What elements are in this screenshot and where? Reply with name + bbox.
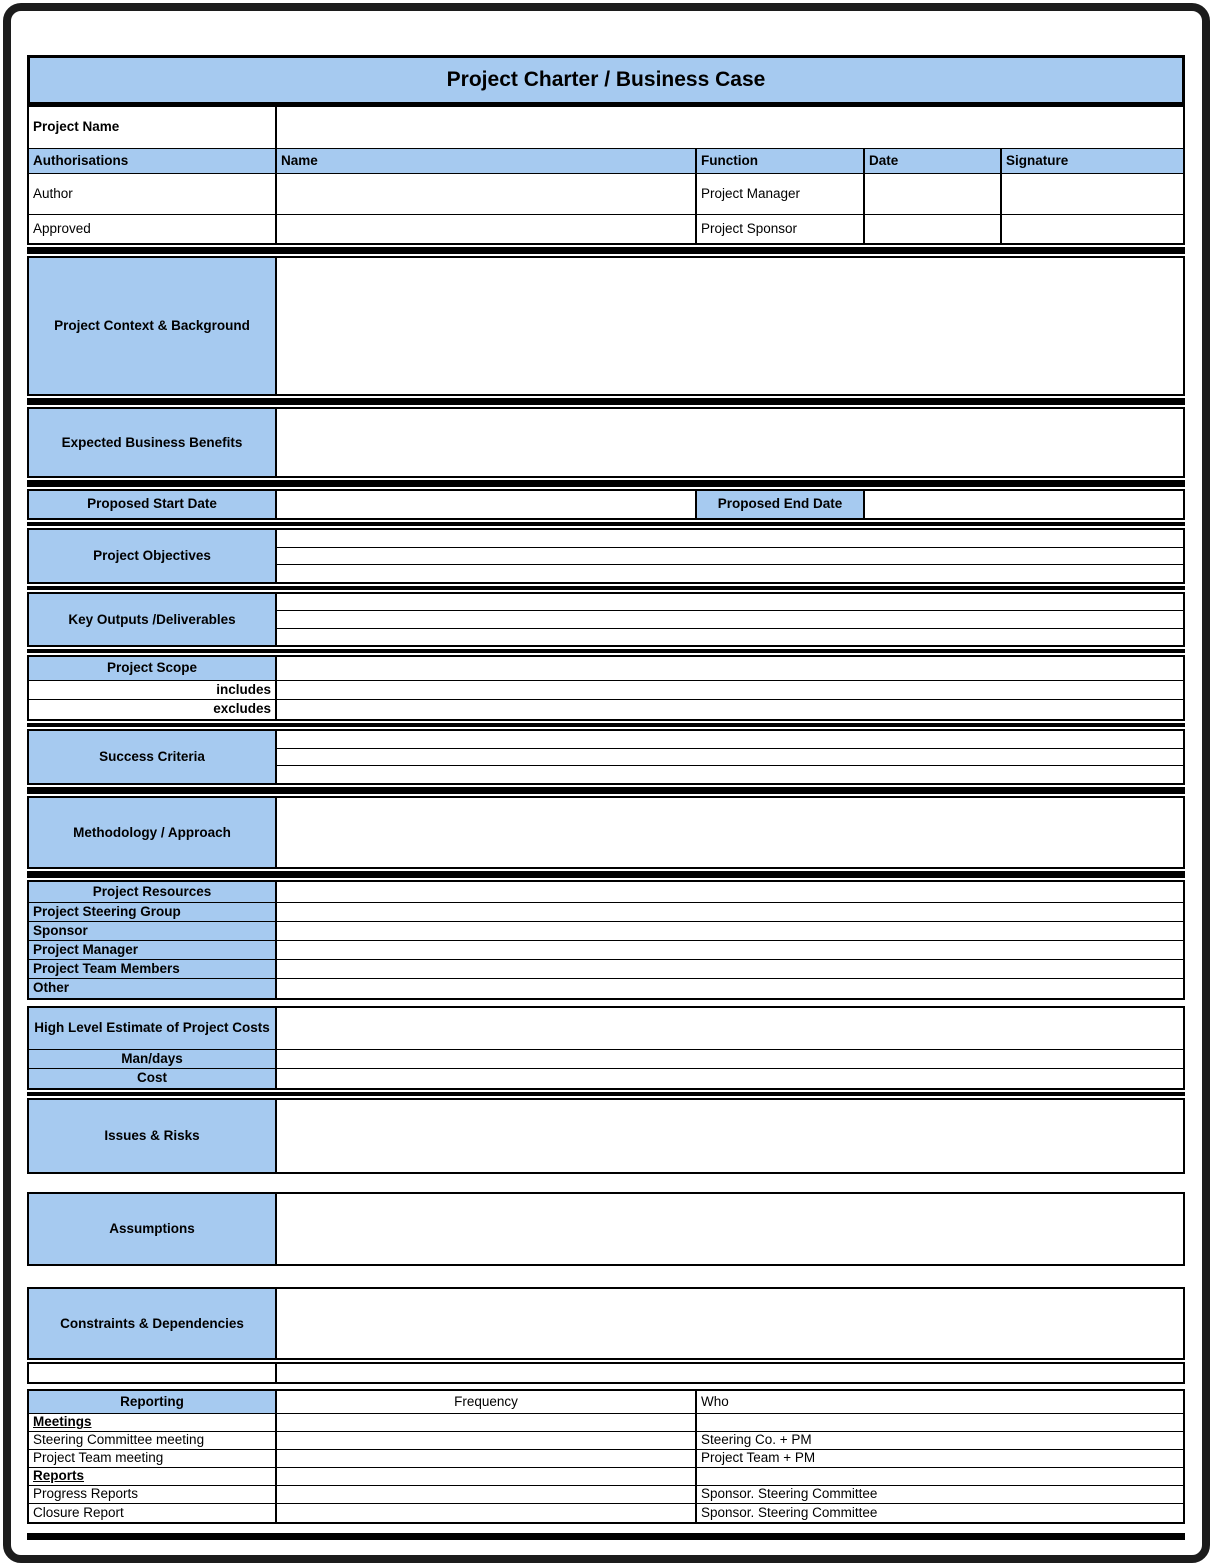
frequency-field[interactable] xyxy=(277,1432,697,1449)
section-assumptions xyxy=(27,1192,1185,1266)
success-rows xyxy=(277,731,1183,783)
objectives-row-field[interactable] xyxy=(277,565,1183,582)
document-body xyxy=(27,55,1185,1540)
bottom-border-bar xyxy=(27,1533,1185,1540)
constraints-field[interactable] xyxy=(277,1289,1183,1358)
section-methodology xyxy=(27,796,1185,869)
costs-title: High Level Estimate of Project Costs xyxy=(29,1008,277,1049)
section-divider xyxy=(27,586,1185,590)
frequency-field[interactable] xyxy=(277,1486,697,1503)
approved-role-label: Approved xyxy=(29,215,277,243)
outputs-row-field[interactable] xyxy=(277,594,1183,611)
empty-row xyxy=(29,1364,1183,1382)
resources-row xyxy=(29,941,1183,960)
resources-row xyxy=(29,903,1183,922)
resources-row xyxy=(29,960,1183,979)
success-row-field[interactable] xyxy=(277,731,1183,749)
approved-date-field[interactable] xyxy=(865,215,1002,243)
scope-title-row xyxy=(29,657,1183,681)
empty-cell xyxy=(697,1414,1183,1431)
section-divider xyxy=(27,723,1185,727)
steering-group-label: Project Steering Group xyxy=(29,903,277,921)
objectives-label: Project Objectives xyxy=(29,530,277,582)
costs-title-field[interactable] xyxy=(277,1008,1183,1049)
context-field[interactable] xyxy=(277,258,1183,394)
success-row-field[interactable] xyxy=(277,766,1183,783)
section-success xyxy=(27,729,1185,785)
costs-row xyxy=(29,1069,1183,1088)
success-label: Success Criteria xyxy=(29,731,277,783)
reporting-item: Steering Committee meeting xyxy=(29,1432,277,1449)
scope-field[interactable] xyxy=(277,657,1183,680)
start-date-field[interactable] xyxy=(277,491,697,518)
team-members-field[interactable] xyxy=(277,960,1183,978)
reports-group-row xyxy=(29,1468,1183,1486)
objectives-rows xyxy=(277,530,1183,582)
meetings-label: Meetings xyxy=(29,1414,277,1431)
reporting-item: Project Team meeting xyxy=(29,1450,277,1467)
section-objectives xyxy=(27,528,1185,584)
reporting-item: Progress Reports xyxy=(29,1486,277,1503)
costs-title-row xyxy=(29,1008,1183,1050)
section-gap xyxy=(27,1174,1185,1192)
function-header: Function xyxy=(697,149,865,173)
man-days-field[interactable] xyxy=(277,1050,1183,1068)
constraints-label: Constraints & Dependencies xyxy=(29,1289,277,1358)
project-manager-field[interactable] xyxy=(277,941,1183,959)
approved-function: Project Sponsor xyxy=(697,215,865,243)
section-divider xyxy=(27,1092,1185,1096)
reporting-who: Sponsor. Steering Committee xyxy=(701,1504,878,1520)
signature-header: Signature xyxy=(1006,152,1069,168)
other-label: Other xyxy=(29,979,277,998)
reporting-who: Steering Co. + PM xyxy=(701,1432,812,1448)
costs-row xyxy=(29,1050,1183,1069)
reporting-who: Project Team + PM xyxy=(701,1450,816,1466)
objectives-row-field[interactable] xyxy=(277,548,1183,566)
author-name-field[interactable] xyxy=(277,174,697,214)
empty-cell xyxy=(697,1468,1183,1485)
author-function: Project Manager xyxy=(697,174,865,214)
frequency-field[interactable] xyxy=(277,1450,697,1467)
approved-signature-field[interactable] xyxy=(1002,215,1183,243)
scope-excludes-field[interactable] xyxy=(277,700,1183,719)
assumptions-label: Assumptions xyxy=(29,1194,277,1264)
section-resources xyxy=(27,880,1185,1000)
approved-row xyxy=(29,215,1183,243)
project-name-label: Project Name xyxy=(29,107,277,148)
author-role-label: Author xyxy=(29,174,277,214)
assumptions-field[interactable] xyxy=(277,1194,1183,1264)
authorisations-header: Authorisations xyxy=(29,149,277,173)
cost-label: Cost xyxy=(29,1069,277,1088)
man-days-label: Man/days xyxy=(29,1050,277,1068)
project-name-field[interactable] xyxy=(277,107,1183,148)
scope-includes-field[interactable] xyxy=(277,681,1183,699)
team-members-label: Project Team Members xyxy=(29,960,277,978)
scope-label: Project Scope xyxy=(29,657,277,680)
methodology-field[interactable] xyxy=(277,798,1183,867)
section-reporting xyxy=(27,1389,1185,1524)
section-divider xyxy=(27,480,1185,487)
cost-field[interactable] xyxy=(277,1069,1183,1088)
spacer-row xyxy=(27,1362,1185,1384)
section-scope xyxy=(27,655,1185,721)
author-date-field[interactable] xyxy=(865,174,1002,214)
section-issues xyxy=(27,1098,1185,1174)
authorisations-table xyxy=(27,105,1185,245)
outputs-row-field[interactable] xyxy=(277,611,1183,628)
section-divider xyxy=(27,398,1185,405)
section-constraints xyxy=(27,1287,1185,1360)
section-costs xyxy=(27,1006,1185,1090)
sponsor-label: Sponsor xyxy=(29,922,277,940)
page-title: Project Charter / Business Case xyxy=(27,55,1185,105)
resources-title: Project Resources xyxy=(29,882,277,902)
section-divider xyxy=(27,247,1185,254)
benefits-field[interactable] xyxy=(277,409,1183,476)
date-header: Date xyxy=(865,149,1002,173)
issues-field[interactable] xyxy=(277,1100,1183,1172)
resources-row xyxy=(29,922,1183,941)
scope-excludes-row xyxy=(29,700,1183,719)
frequency-field[interactable] xyxy=(277,1504,697,1522)
empty-cell xyxy=(29,1364,277,1382)
resources-title-row xyxy=(29,882,1183,903)
outputs-rows xyxy=(277,594,1183,645)
reporting-row xyxy=(29,1504,1183,1522)
end-date-field[interactable] xyxy=(865,491,1183,518)
empty-cell xyxy=(277,1468,697,1485)
section-divider xyxy=(27,871,1185,878)
empty-cell xyxy=(277,1364,1183,1382)
who-header: Who xyxy=(701,1393,729,1409)
name-header: Name xyxy=(277,149,697,173)
reports-label: Reports xyxy=(29,1468,277,1485)
scope-includes-row xyxy=(29,681,1183,700)
resources-title-field[interactable] xyxy=(277,882,1183,902)
success-row-field[interactable] xyxy=(277,749,1183,767)
authorisations-header-row xyxy=(29,149,1183,174)
sponsor-field[interactable] xyxy=(277,922,1183,940)
approved-name-field[interactable] xyxy=(277,215,697,243)
author-signature-field[interactable] xyxy=(1002,174,1183,214)
outputs-row-field[interactable] xyxy=(277,629,1183,645)
scope-includes-label: includes xyxy=(29,681,277,699)
section-gap xyxy=(27,1266,1185,1287)
empty-cell xyxy=(277,1414,697,1431)
frequency-header: Frequency xyxy=(277,1391,697,1413)
reporting-row xyxy=(29,1450,1183,1468)
reporting-item: Closure Report xyxy=(29,1504,277,1522)
end-date-label: Proposed End Date xyxy=(697,491,865,518)
scope-excludes-label: excludes xyxy=(29,700,277,719)
dates-row xyxy=(29,491,1183,518)
issues-label: Issues & Risks xyxy=(29,1100,277,1172)
reporting-row xyxy=(29,1432,1183,1450)
resources-row xyxy=(29,979,1183,998)
section-divider xyxy=(27,649,1185,653)
reporting-header-row xyxy=(29,1391,1183,1414)
section-outputs xyxy=(27,592,1185,647)
methodology-label: Methodology / Approach xyxy=(29,798,277,867)
section-benefits xyxy=(27,407,1185,478)
start-date-label: Proposed Start Date xyxy=(29,491,277,518)
section-divider xyxy=(27,522,1185,526)
proposed-dates-row xyxy=(27,489,1185,520)
section-divider xyxy=(27,787,1185,794)
context-label: Project Context & Background xyxy=(29,258,277,394)
section-context xyxy=(27,256,1185,396)
reporting-row xyxy=(29,1486,1183,1504)
benefits-label: Expected Business Benefits xyxy=(29,409,277,476)
project-name-row xyxy=(29,107,1183,149)
steering-group-field[interactable] xyxy=(277,903,1183,921)
reporting-who: Sponsor. Steering Committee xyxy=(701,1486,878,1502)
project-manager-label: Project Manager xyxy=(29,941,277,959)
meetings-group-row xyxy=(29,1414,1183,1432)
outputs-label: Key Outputs /Deliverables xyxy=(29,594,277,645)
reporting-title: Reporting xyxy=(29,1391,277,1413)
objectives-row-field[interactable] xyxy=(277,530,1183,548)
other-field[interactable] xyxy=(277,979,1183,998)
author-row xyxy=(29,174,1183,215)
